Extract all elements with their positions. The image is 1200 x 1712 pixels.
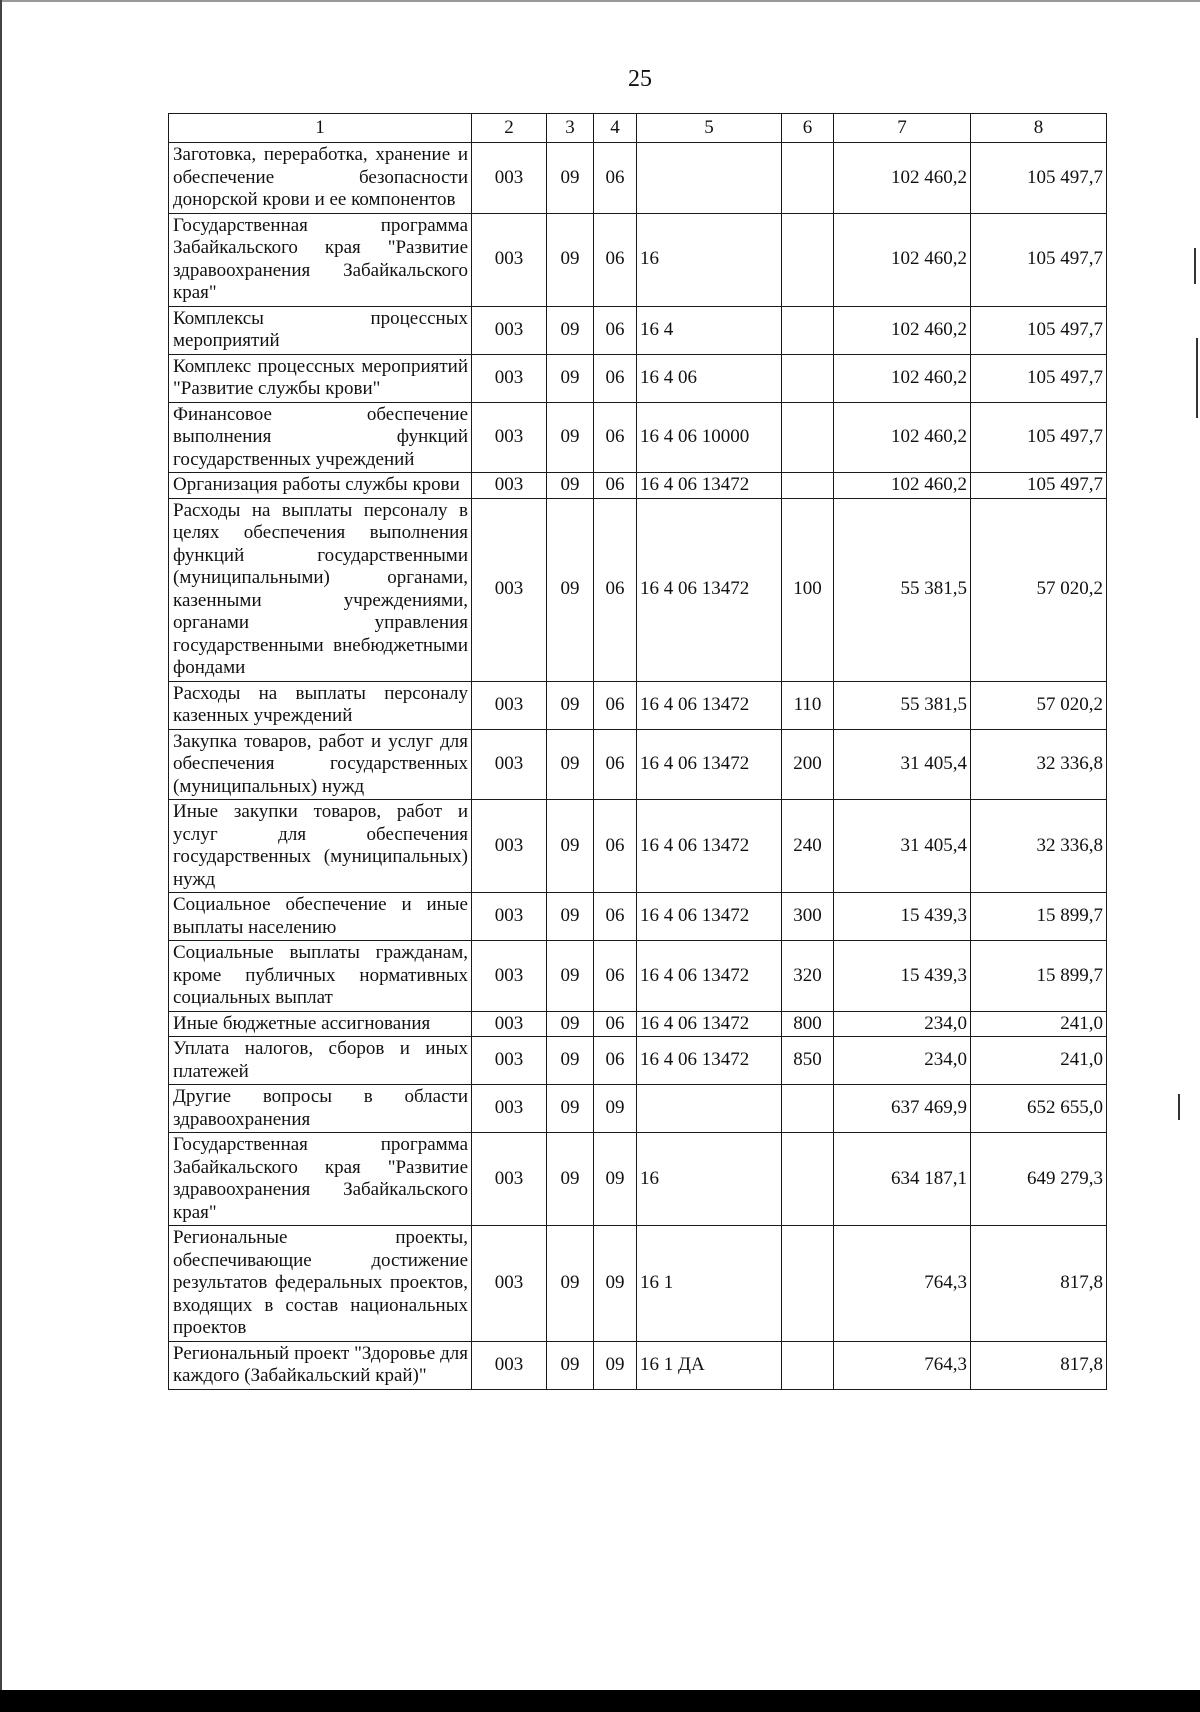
code-cell: 003 bbox=[472, 473, 547, 499]
expense-type-cell: 800 bbox=[782, 1011, 834, 1037]
code-cell: 09 bbox=[547, 1085, 594, 1133]
target-article-cell: 16 bbox=[637, 1133, 782, 1226]
code-cell: 09 bbox=[547, 498, 594, 681]
amount-cell: 32 336,8 bbox=[971, 800, 1107, 893]
expense-type-cell: 320 bbox=[782, 941, 834, 1012]
target-article-cell: 16 4 06 13472 bbox=[637, 800, 782, 893]
code-cell: 09 bbox=[594, 1226, 637, 1342]
table-row bbox=[169, 1085, 1107, 1133]
target-article-cell: 16 1 bbox=[637, 1226, 782, 1342]
column-header: 2 bbox=[472, 114, 547, 143]
code-cell: 06 bbox=[594, 941, 637, 1012]
target-article-cell: 16 4 06 13472 bbox=[637, 893, 782, 941]
scan-mark bbox=[1194, 248, 1196, 284]
code-cell: 09 bbox=[547, 729, 594, 800]
code-cell: 003 bbox=[472, 143, 547, 214]
scan-mark bbox=[1178, 1094, 1180, 1120]
amount-cell: 649 279,3 bbox=[971, 1133, 1107, 1226]
code-cell: 09 bbox=[547, 473, 594, 499]
code-cell: 09 bbox=[594, 1133, 637, 1226]
amount-cell: 102 460,2 bbox=[834, 354, 971, 402]
table-row bbox=[169, 729, 1107, 800]
column-header: 6 bbox=[782, 114, 834, 143]
amount-cell: 652 655,0 bbox=[971, 1085, 1107, 1133]
target-article-cell bbox=[637, 1085, 782, 1133]
code-cell: 06 bbox=[594, 893, 637, 941]
scan-top-edge bbox=[0, 0, 1200, 2]
amount-cell: 32 336,8 bbox=[971, 729, 1107, 800]
code-cell: 06 bbox=[594, 143, 637, 214]
target-article-cell: 16 4 06 13472 bbox=[637, 1011, 782, 1037]
table-row bbox=[169, 473, 1107, 499]
expense-type-cell: 110 bbox=[782, 681, 834, 729]
budget-table bbox=[168, 113, 1107, 1390]
amount-cell: 817,8 bbox=[971, 1226, 1107, 1342]
expense-type-cell bbox=[782, 1133, 834, 1226]
code-cell: 09 bbox=[547, 893, 594, 941]
amount-cell: 102 460,2 bbox=[834, 143, 971, 214]
code-cell: 003 bbox=[472, 1011, 547, 1037]
row-name-cell: Финансовое обеспечение выполнения функций государственных учреждений bbox=[169, 402, 472, 473]
target-article-cell: 16 1 ДА bbox=[637, 1341, 782, 1389]
code-cell: 09 bbox=[547, 402, 594, 473]
code-cell: 003 bbox=[472, 1226, 547, 1342]
code-cell: 09 bbox=[547, 681, 594, 729]
amount-cell: 105 497,7 bbox=[971, 143, 1107, 214]
code-cell: 06 bbox=[594, 498, 637, 681]
amount-cell: 241,0 bbox=[971, 1037, 1107, 1085]
code-cell: 003 bbox=[472, 893, 547, 941]
code-cell: 06 bbox=[594, 354, 637, 402]
row-name-cell: Государственная программа Забайкальского края "Развитие здравоохранения Забайкальского края" bbox=[169, 1133, 472, 1226]
row-name-cell: Закупка товаров, работ и услуг для обеспечения государственных (муниципальных) нужд bbox=[169, 729, 472, 800]
code-cell: 003 bbox=[472, 498, 547, 681]
amount-cell: 31 405,4 bbox=[834, 729, 971, 800]
table-row bbox=[169, 800, 1107, 893]
row-name-cell: Государственная программа Забайкальского края "Развитие здравоохранения Забайкальского края" bbox=[169, 213, 472, 306]
code-cell: 003 bbox=[472, 681, 547, 729]
code-cell: 06 bbox=[594, 402, 637, 473]
table-row bbox=[169, 354, 1107, 402]
row-name-cell: Другие вопросы в области здравоохранения bbox=[169, 1085, 472, 1133]
target-article-cell: 16 4 06 13472 bbox=[637, 1037, 782, 1085]
scan-mark bbox=[1196, 338, 1198, 418]
column-header: 1 bbox=[169, 114, 472, 143]
code-cell: 003 bbox=[472, 1085, 547, 1133]
code-cell: 06 bbox=[594, 729, 637, 800]
target-article-cell: 16 4 06 10000 bbox=[637, 402, 782, 473]
code-cell: 003 bbox=[472, 306, 547, 354]
amount-cell: 102 460,2 bbox=[834, 402, 971, 473]
amount-cell: 241,0 bbox=[971, 1011, 1107, 1037]
table-row bbox=[169, 1341, 1107, 1389]
code-cell: 06 bbox=[594, 473, 637, 499]
amount-cell: 57 020,2 bbox=[971, 498, 1107, 681]
expense-type-cell bbox=[782, 1226, 834, 1342]
row-name-cell: Региональные проекты, обеспечивающие достижение результатов федеральных проектов, входящих в состав национальных проектов bbox=[169, 1226, 472, 1342]
amount-cell: 105 497,7 bbox=[971, 473, 1107, 499]
code-cell: 09 bbox=[547, 354, 594, 402]
table-body bbox=[169, 143, 1107, 1390]
row-name-cell: Региональный проект "Здоровье для каждого (Забайкальский край)" bbox=[169, 1341, 472, 1389]
code-cell: 09 bbox=[547, 143, 594, 214]
target-article-cell: 16 bbox=[637, 213, 782, 306]
code-cell: 06 bbox=[594, 681, 637, 729]
page-number: 25 bbox=[628, 66, 652, 92]
code-cell: 09 bbox=[547, 800, 594, 893]
code-cell: 06 bbox=[594, 213, 637, 306]
amount-cell: 15 439,3 bbox=[834, 893, 971, 941]
column-header: 4 bbox=[594, 114, 637, 143]
row-name-cell: Уплата налогов, сборов и иных платежей bbox=[169, 1037, 472, 1085]
table-row bbox=[169, 213, 1107, 306]
table-row bbox=[169, 1011, 1107, 1037]
target-article-cell: 16 4 06 13472 bbox=[637, 681, 782, 729]
amount-cell: 15 899,7 bbox=[971, 941, 1107, 1012]
table-row bbox=[169, 306, 1107, 354]
row-name-cell: Расходы на выплаты персоналу в целях обеспечения выполнения функций государственными (муниципальными) органами, казенными учреждениями, органами управления государственными внебюджетными фондами bbox=[169, 498, 472, 681]
table-row bbox=[169, 402, 1107, 473]
row-name-cell: Комплексы процессных мероприятий bbox=[169, 306, 472, 354]
target-article-cell: 16 4 06 13472 bbox=[637, 941, 782, 1012]
code-cell: 09 bbox=[547, 1133, 594, 1226]
amount-cell: 102 460,2 bbox=[834, 213, 971, 306]
code-cell: 09 bbox=[547, 941, 594, 1012]
code-cell: 06 bbox=[594, 1037, 637, 1085]
code-cell: 06 bbox=[594, 1011, 637, 1037]
target-article-cell bbox=[637, 143, 782, 214]
amount-cell: 817,8 bbox=[971, 1341, 1107, 1389]
code-cell: 09 bbox=[547, 1226, 594, 1342]
amount-cell: 15 899,7 bbox=[971, 893, 1107, 941]
table-row bbox=[169, 143, 1107, 214]
amount-cell: 102 460,2 bbox=[834, 473, 971, 499]
code-cell: 09 bbox=[547, 306, 594, 354]
row-name-cell: Иные бюджетные ассигнования bbox=[169, 1011, 472, 1037]
code-cell: 09 bbox=[547, 1011, 594, 1037]
row-name-cell: Заготовка, переработка, хранение и обеспечение безопасности донорской крови и ее компонентов bbox=[169, 143, 472, 214]
expense-type-cell bbox=[782, 1085, 834, 1133]
table-row bbox=[169, 681, 1107, 729]
expense-type-cell bbox=[782, 143, 834, 214]
table-row bbox=[169, 1133, 1107, 1226]
column-header: 7 bbox=[834, 114, 971, 143]
expense-type-cell bbox=[782, 306, 834, 354]
target-article-cell: 16 4 bbox=[637, 306, 782, 354]
row-name-cell: Комплекс процессных мероприятий "Развитие службы крови" bbox=[169, 354, 472, 402]
row-name-cell: Организация работы службы крови bbox=[169, 473, 472, 499]
amount-cell: 15 439,3 bbox=[834, 941, 971, 1012]
expense-type-cell: 240 bbox=[782, 800, 834, 893]
column-header: 5 bbox=[637, 114, 782, 143]
table-header-row bbox=[169, 114, 1107, 143]
target-article-cell: 16 4 06 bbox=[637, 354, 782, 402]
code-cell: 003 bbox=[472, 729, 547, 800]
target-article-cell: 16 4 06 13472 bbox=[637, 473, 782, 499]
table-row bbox=[169, 1037, 1107, 1085]
code-cell: 003 bbox=[472, 800, 547, 893]
target-article-cell: 16 4 06 13472 bbox=[637, 498, 782, 681]
amount-cell: 764,3 bbox=[834, 1341, 971, 1389]
table-row bbox=[169, 498, 1107, 681]
expense-type-cell: 200 bbox=[782, 729, 834, 800]
expense-type-cell bbox=[782, 473, 834, 499]
amount-cell: 234,0 bbox=[834, 1011, 971, 1037]
code-cell: 003 bbox=[472, 1037, 547, 1085]
amount-cell: 57 020,2 bbox=[971, 681, 1107, 729]
code-cell: 003 bbox=[472, 354, 547, 402]
code-cell: 09 bbox=[547, 1341, 594, 1389]
amount-cell: 105 497,7 bbox=[971, 354, 1107, 402]
table-row bbox=[169, 941, 1107, 1012]
table-row bbox=[169, 893, 1107, 941]
amount-cell: 105 497,7 bbox=[971, 306, 1107, 354]
column-header: 3 bbox=[547, 114, 594, 143]
amount-cell: 31 405,4 bbox=[834, 800, 971, 893]
expense-type-cell: 300 bbox=[782, 893, 834, 941]
scan-left-edge bbox=[0, 0, 2, 1712]
code-cell: 09 bbox=[594, 1085, 637, 1133]
expense-type-cell bbox=[782, 354, 834, 402]
code-cell: 06 bbox=[594, 306, 637, 354]
row-name-cell: Социальное обеспечение и иные выплаты населению bbox=[169, 893, 472, 941]
code-cell: 09 bbox=[594, 1341, 637, 1389]
amount-cell: 105 497,7 bbox=[971, 402, 1107, 473]
amount-cell: 55 381,5 bbox=[834, 681, 971, 729]
column-header: 8 bbox=[971, 114, 1107, 143]
code-cell: 003 bbox=[472, 1341, 547, 1389]
code-cell: 003 bbox=[472, 1133, 547, 1226]
code-cell: 09 bbox=[547, 213, 594, 306]
row-name-cell: Иные закупки товаров, работ и услуг для обеспечения государственных (муниципальных) нужд bbox=[169, 800, 472, 893]
amount-cell: 637 469,9 bbox=[834, 1085, 971, 1133]
amount-cell: 55 381,5 bbox=[834, 498, 971, 681]
code-cell: 09 bbox=[547, 1037, 594, 1085]
expense-type-cell bbox=[782, 402, 834, 473]
expense-type-cell bbox=[782, 1341, 834, 1389]
amount-cell: 234,0 bbox=[834, 1037, 971, 1085]
amount-cell: 764,3 bbox=[834, 1226, 971, 1342]
expense-type-cell: 850 bbox=[782, 1037, 834, 1085]
amount-cell: 105 497,7 bbox=[971, 213, 1107, 306]
amount-cell: 634 187,1 bbox=[834, 1133, 971, 1226]
code-cell: 003 bbox=[472, 941, 547, 1012]
code-cell: 003 bbox=[472, 402, 547, 473]
expense-type-cell: 100 bbox=[782, 498, 834, 681]
expense-type-cell bbox=[782, 213, 834, 306]
row-name-cell: Социальные выплаты гражданам, кроме публичных нормативных социальных выплат bbox=[169, 941, 472, 1012]
target-article-cell: 16 4 06 13472 bbox=[637, 729, 782, 800]
row-name-cell: Расходы на выплаты персоналу казенных учреждений bbox=[169, 681, 472, 729]
table-row bbox=[169, 1226, 1107, 1342]
scan-bottom-edge bbox=[0, 1690, 1200, 1712]
code-cell: 06 bbox=[594, 800, 637, 893]
code-cell: 003 bbox=[472, 213, 547, 306]
amount-cell: 102 460,2 bbox=[834, 306, 971, 354]
